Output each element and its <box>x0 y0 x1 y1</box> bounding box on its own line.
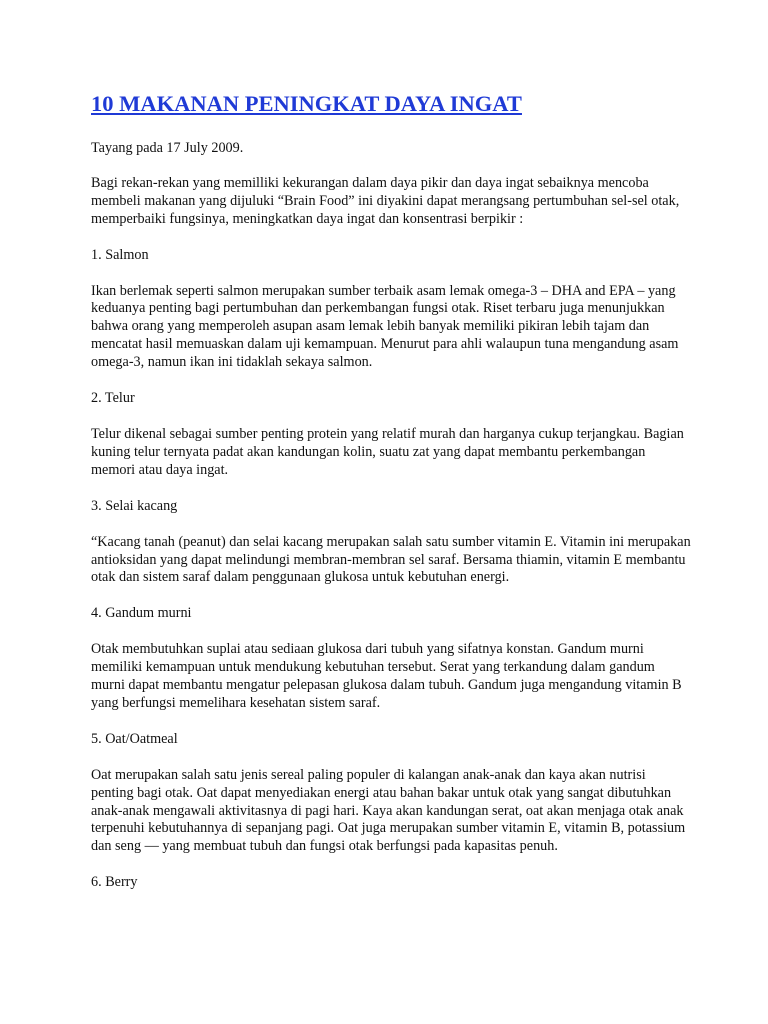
item-heading-selai-kacang: 3. Selai kacang <box>91 497 178 514</box>
item-heading-berry: 6. Berry <box>91 874 138 891</box>
item-body-salmon: Ikan berlemak seperti salmon merupakan sumber terbaik asam lemak omega-3 – DHA and EPA – yang keduanya penting bagi pertumbuhan dan perkembangan fungsi otak. Riset terbaru juga menunjukkan bahwa orang yang memperoleh asupan asam lemak lebih banyak memiliki pikiran lebih tajam dan mencatat hasil memuaskan dalam uji kemampuan. Menurut para ahli walaupun tuna mengandung asam omega-3, namun ikan ini tidaklah sekaya salmon. <box>91 282 679 371</box>
publish-date: Tayang pada 17 July 2009. <box>91 140 244 156</box>
item-body-gandum-murni: Otak membutuhkan suplai atau sediaan glukosa dari tubuh yang sifatnya konstan. Gandum murni memiliki kemampuan untuk mendukung kebutuhan tersebut. Serat yang terkandung dalam gandum murni dapat membantu mengatur pelepasan glukosa dalam tubuh. Gandum juga mengandung vitamin B yang berfungsi memelihara kesehatan sistem saraf. <box>91 641 682 711</box>
item-body-telur: Telur dikenal sebagai sumber penting protein yang relatif murah dan harganya cukup terjangkau. Bagian kuning telur ternyata padat akan kandungan kolin, suatu zat yang dapat membantu perkembangan memori atau daya ingat. <box>91 425 684 478</box>
intro-paragraph: Bagi rekan-rekan yang memilliki kekurangan dalam daya pikir dan daya ingat sebaiknya mencoba membeli makanan yang dijuluki “Brain Food” ini diyakini dapat merangsang pertumbuhan sel-sel otak, memperbaiki fungsinya, meningkatkan daya ingat dan konsentrasi berpikir : <box>91 174 680 227</box>
item-body-oat: Oat merupakan salah satu jenis sereal paling populer di kalangan anak-anak dan kaya akan nutrisi penting bagi otak. Oat dapat menyediakan energi atau bahan bakar untuk otak yang sangat dibutuhkan anak-anak mengawali aktivitasnya di pagi hari. Kaya akan kandungan serat, oat akan menjaga otak anak terpenuhi kebutuhannya di sepanjang pagi. Oat juga merupakan sumber vitamin E, vitamin B, potassium dan seng — yang membuat tubuh dan fungsi otak berfungsi pada kapasitas penuh. <box>91 766 686 855</box>
article-title-link[interactable]: 10 MAKANAN PENINGKAT DAYA INGAT <box>91 91 522 116</box>
article-title[interactable] <box>91 90 691 118</box>
item-heading-salmon: 1. Salmon <box>91 246 149 263</box>
item-body-selai-kacang: “Kacang tanah (peanut) dan selai kacang merupakan salah satu sumber vitamin E. Vitamin ini merupakan antioksidan yang dapat melindungi membran-membran sel saraf. Bersama thiamin, vitamin E membantu otak dan sistem saraf dalam penggunaan glukosa untuk kebutuhan energi. <box>91 533 691 586</box>
item-heading-oat: 5. Oat/Oatmeal <box>91 730 178 747</box>
item-heading-gandum-murni: 4. Gandum murni <box>91 605 192 622</box>
item-heading-telur: 2. Telur <box>91 390 135 407</box>
document-page <box>91 90 691 910</box>
